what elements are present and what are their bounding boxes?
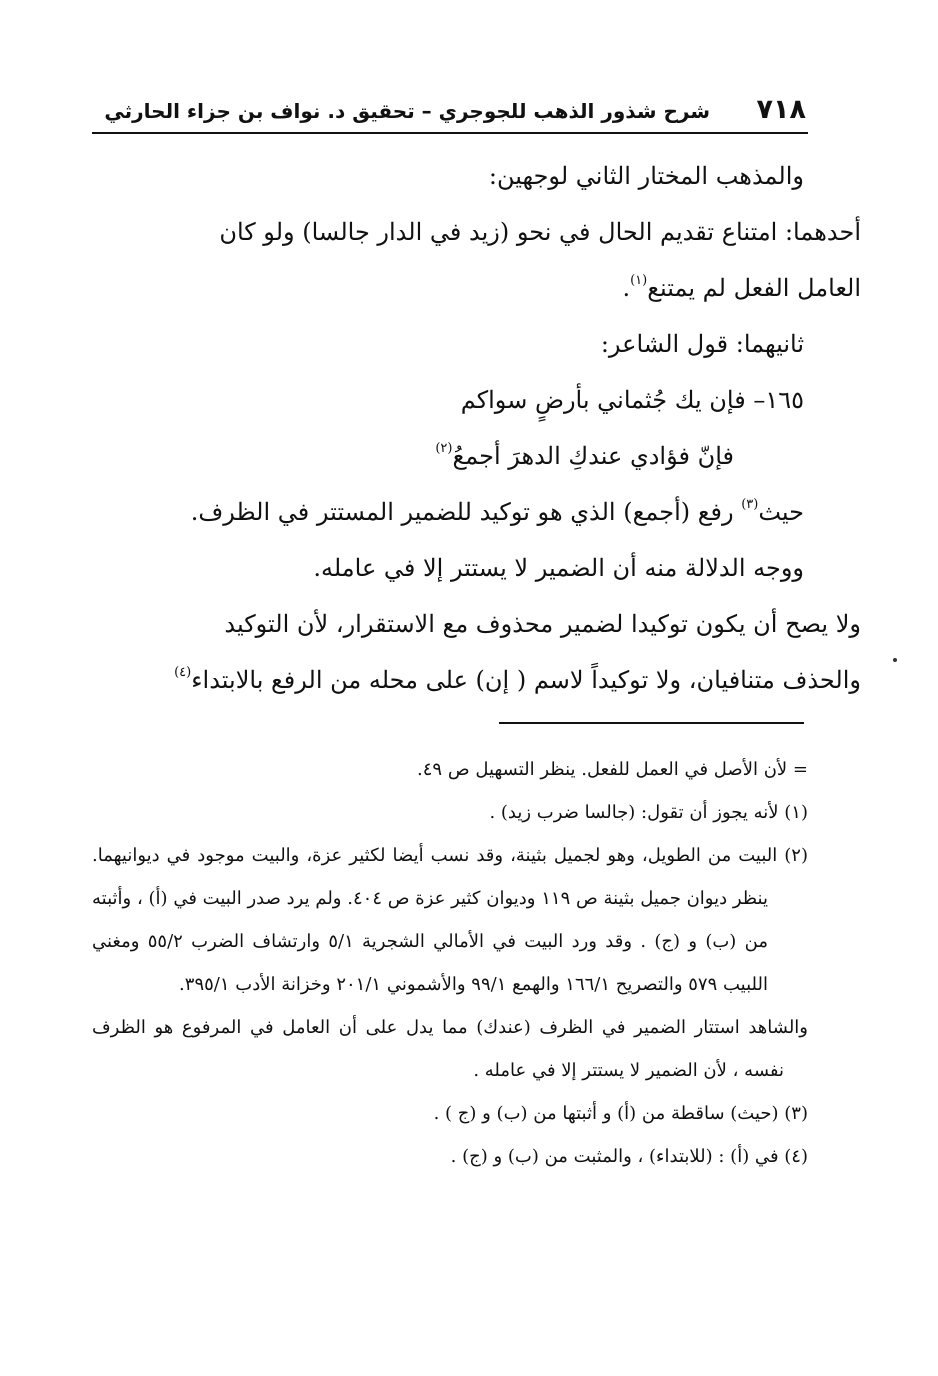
paragraph-7: ولا يصح أن يكون توكيدا لضمير محذوف مع الاستقرار، لأن التوكيد [224,610,861,638]
paragraph-8-text: والحذف متنافيان، ولا توكيداً لاسم ( إن) على محله من الرفع بالابتداء [191,666,861,694]
footnote-ref-1[interactable]: (١) [630,273,648,288]
footnote-3: (٣) (حيث) ساقطة من (أ) و أثبتها من (ب) و (ج ) . [433,1103,808,1124]
verse-line-2 [92,428,804,484]
paragraph-2: أحدهما: امتناع تقديم الحال في نحو (زيد في الدار جالسا) ولو كان [219,218,861,246]
paragraph-4: ثانيهما: قول الشاعر: [600,330,804,358]
scan-speck [893,658,897,662]
footnote-ref-3[interactable]: (٣) [741,497,759,512]
footnote-1: (١) لأنه يجوز أن تقول: (جالسا ضرب زيد) . [489,802,808,823]
verse-number: ١٦٥– [753,386,804,414]
footnote-2: (٢) البيت من الطويل، وهو لجميل بثينة، وقد نسب أيضا لكثير عزة، والبيت موجود في ديوانيهما. ينظر ديوان جميل بثينة ص ١١٩ وديوان كثير عزة ص ٤٠٤. ولم يرد صدر البيت في (أ) ، وأثبته من (ب) و (ج) . وقد ورد البيت في الأمالي الشجرية ٥/١ وارتشاف الضرب ٥٥/٢ ومغني اللبيب ٥٧٩ والتصريح ١٦٦/١ والهمع ٩٩/١ والأشموني ٢٠١/١ وخزانة الأدب ٣٩٥/١. [92,845,808,995]
verse-line-1 [92,372,804,428]
paragraph-5-start: حيث [758,498,804,526]
paragraph-3-end: . [622,274,631,302]
paragraph-1: والمذهب المختار الثاني لوجهين: [488,162,804,190]
footnote-4: (٤) في (أ) : (للابتداء) ، والمثبت من (ب) و (ج) . [450,1146,808,1167]
paragraph-6: ووجه الدلالة منه أن الضمير لا يستتر إلا في عامله. [313,554,804,582]
footnote-2-paragraph: والشاهد استتار الضمير في الظرف (عندك) مما يدل على أن العامل في المرفوع هو الظرف نفسه ، لأن الضمير لا يستتر إلا في عامله . [92,1017,808,1081]
footnote-ref-2[interactable]: (٢) [435,441,453,456]
footnotes [92,748,808,1178]
footnote-divider [499,722,804,724]
verse-hemistich-1: فإن يك جُثماني بأرضٍ سواكم [460,386,746,414]
paragraph-5-rest: رفع (أجمع) الذي هو توكيد للضمير المستتر في الظرف. [190,498,734,526]
page-number: ٧١٨ [756,94,806,125]
paragraph-8 [92,652,861,708]
paragraph-3 [92,260,861,316]
footnote-continuation: = لأن الأصل في العمل للفعل. ينظر التسهيل ص ٤٩. [417,759,808,780]
paragraph-3-text: العامل الفعل لم يمتنع [647,274,861,302]
running-header [92,92,808,134]
main-text [92,148,861,708]
footnote-ref-4[interactable]: (٤) [174,665,192,680]
verse-hemistich-2: فإنّ فؤادي عندكِ الدهرَ أجمعُ [452,442,734,470]
running-title: شرح شذور الذهب للجوجري – تحقيق د. نواف بن جزاء الحارثي [104,99,710,123]
paragraph-5 [92,484,804,540]
